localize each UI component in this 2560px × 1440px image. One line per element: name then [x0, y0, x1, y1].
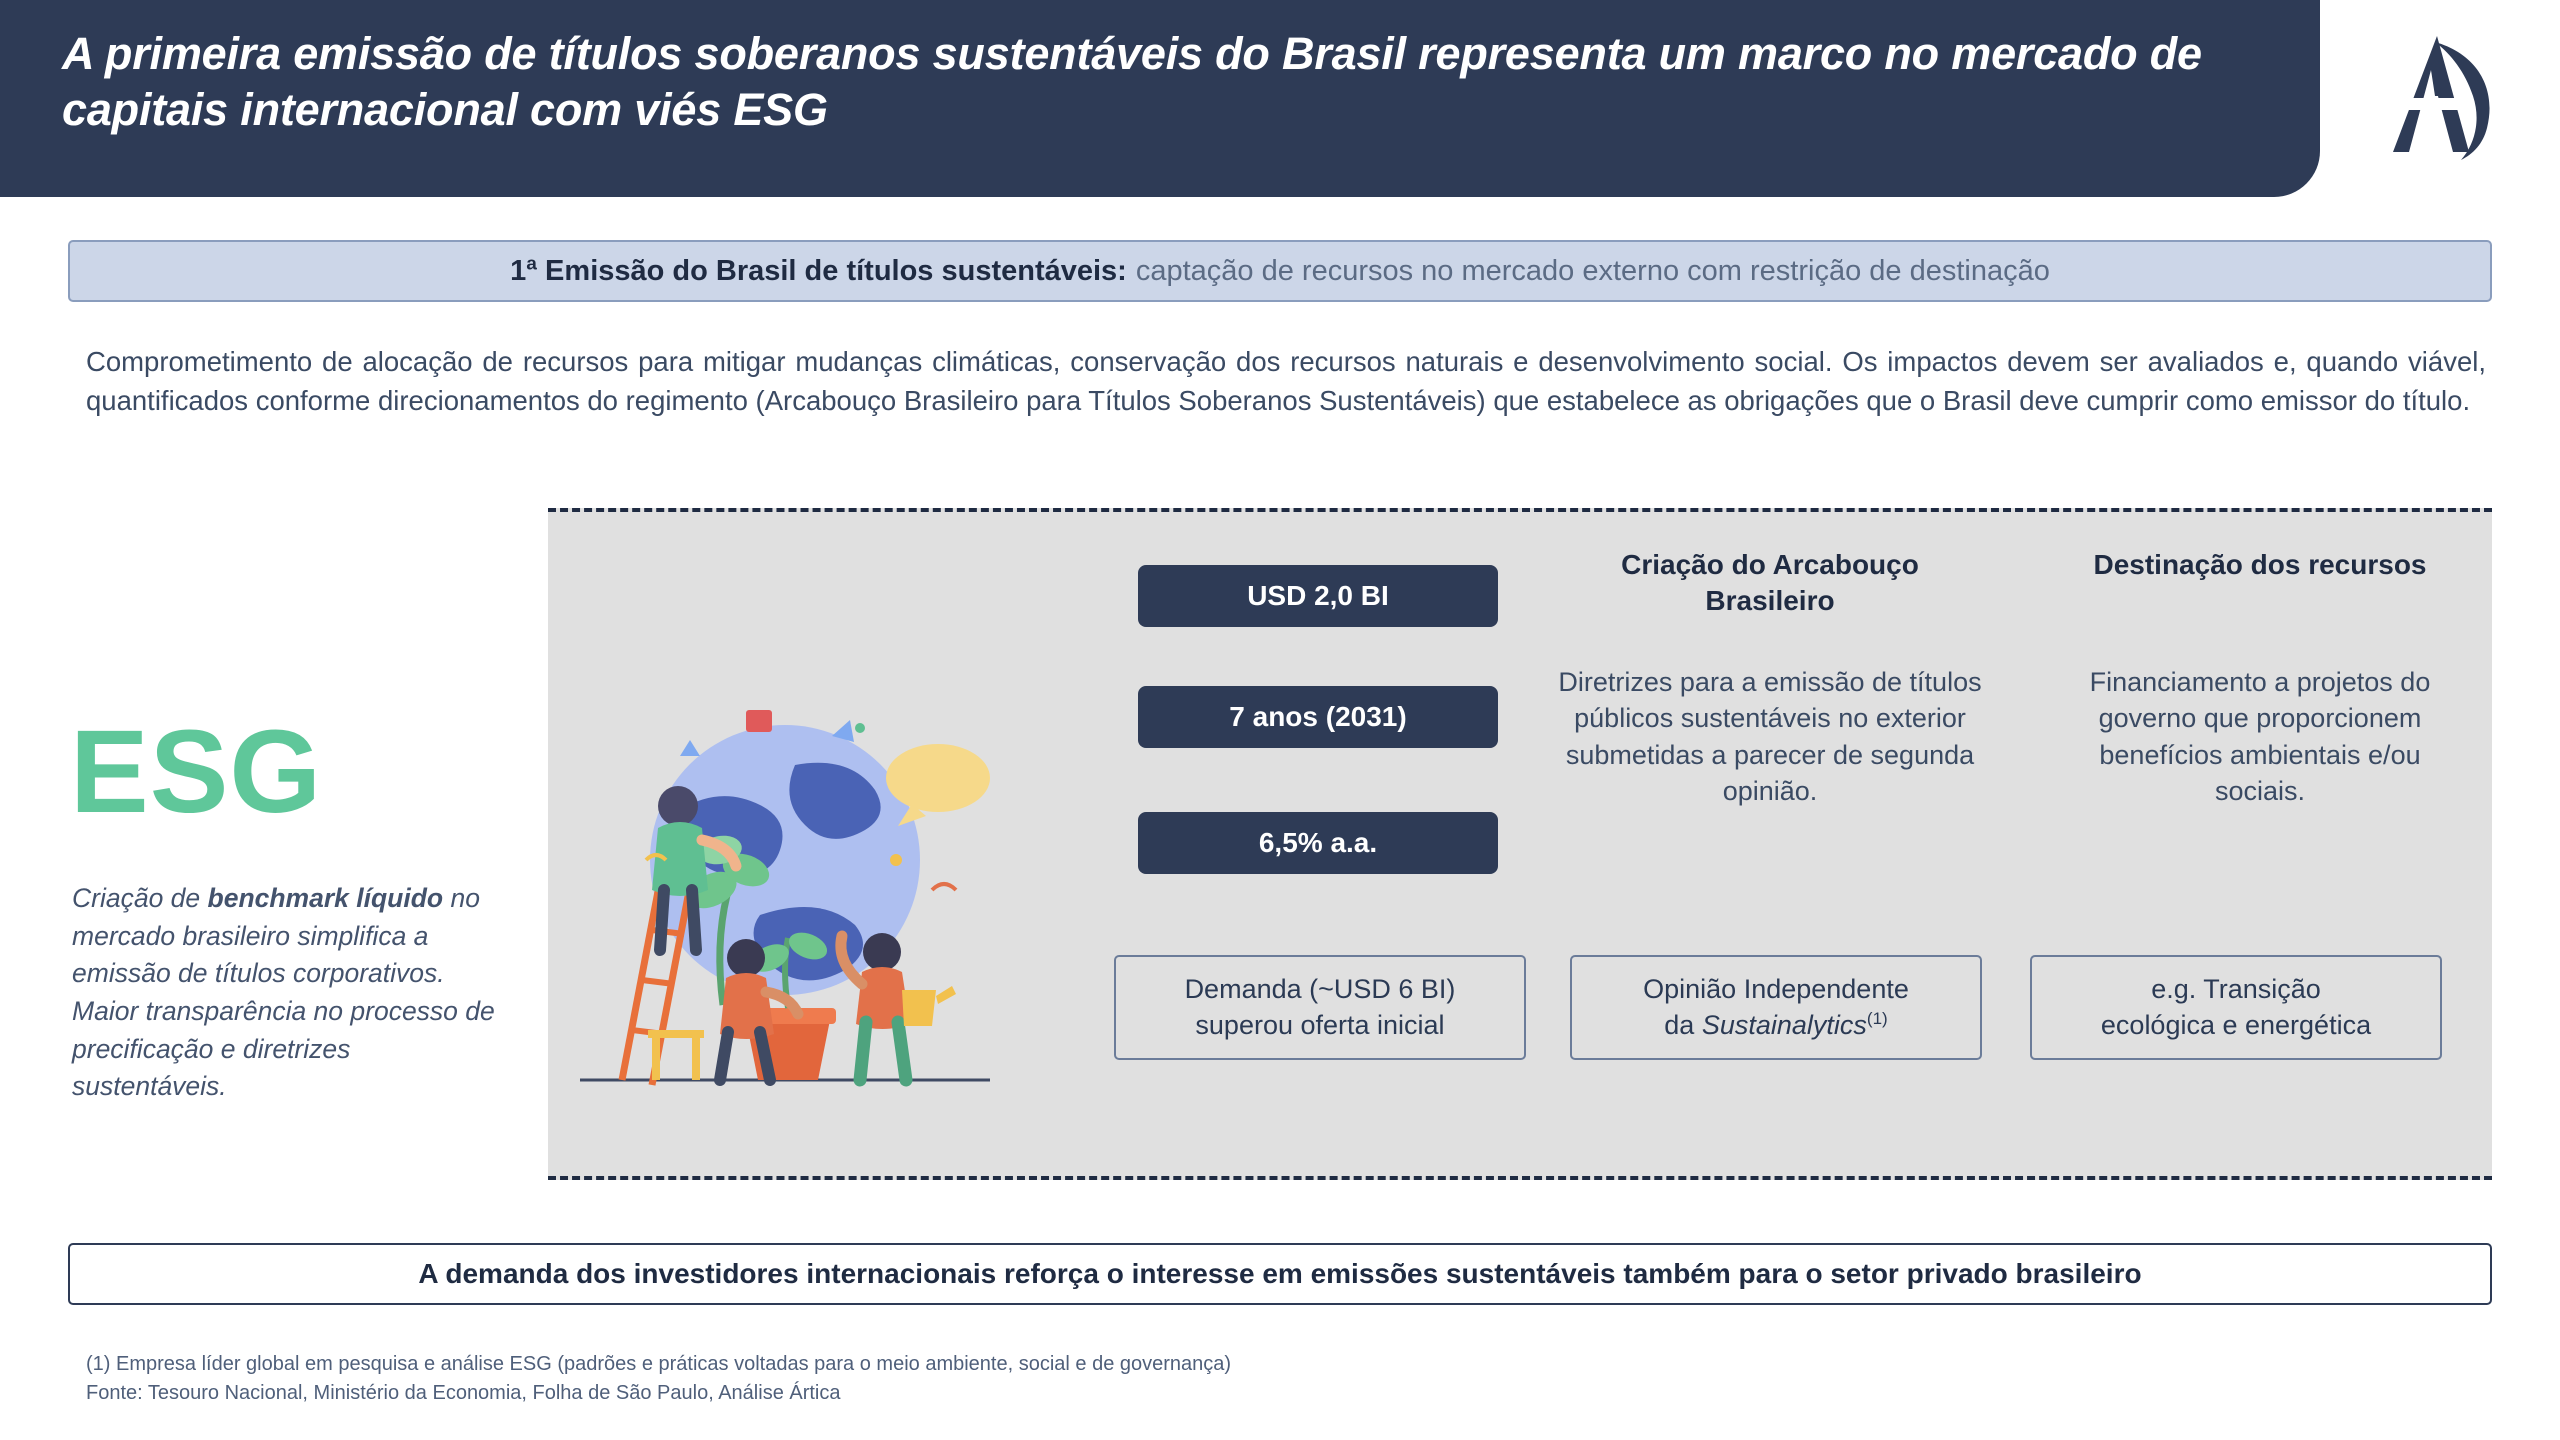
esg-description-part1: Criação de [72, 883, 208, 913]
page-header [0, 0, 2320, 197]
info-box-opiniao-line1: Opinião Independente [1643, 974, 1909, 1005]
artica-logo-icon [2365, 24, 2515, 174]
info-box-opiniao-footnote-mark: (1) [1866, 1008, 1888, 1028]
info-box-opiniao-italic: Sustainalytics [1701, 1009, 1867, 1040]
callout-bar: A demanda dos investidores internacionais reforça o interesse em emissões sustentáveis também para o setor privado brasileiro [68, 1243, 2492, 1305]
metric-pill-amount: USD 2,0 BI [1138, 565, 1498, 627]
column-heading-arcabouco: Criação do Arcabouço Brasileiro [1621, 549, 1919, 616]
footnotes [86, 1350, 1231, 1408]
esg-description-part2: no mercado brasileiro simplifica a emissão de títulos corporativos. Maior transparência no processo de precificação e diretrizes sustentáveis. [72, 883, 495, 1102]
esg-description [72, 880, 512, 1106]
footnote-source: Fonte: Tesouro Nacional, Ministério da Economia, Folha de São Paulo, Análise Ártica [86, 1382, 841, 1404]
info-box-opiniao-prefix: da [1664, 1009, 1702, 1040]
info-box-opiniao [1570, 955, 1982, 1060]
column-body-arcabouco: Diretrizes para a emissão de títulos públicos sustentáveis no exterior submetidas a parecer de segunda opinião. [1558, 667, 1982, 807]
info-box-opiniao-line2 [1643, 1008, 1909, 1043]
info-box-demanda [1114, 955, 1526, 1060]
esg-wordmark: ESG [70, 706, 323, 838]
column-body-destinacao: Financiamento a projetos do governo que proporcionem benefícios ambientais e/ou sociais. [2089, 667, 2431, 807]
footnote-1: (1) Empresa líder global em pesquisa e análise ESG (padrões e práticas voltadas para o meio ambiente, social e de governança) [86, 1353, 1232, 1375]
info-box-transicao [2030, 955, 2442, 1060]
column-heading-destinacao: Destinação dos recursos [2093, 549, 2427, 580]
logo-container [2320, 0, 2560, 197]
page-title: A primeira emissão de títulos soberanos sustentáveis do Brasil representa um marco no mercado de capitais internacional com viés ESG [62, 28, 2202, 135]
intro-paragraph: Comprometimento de alocação de recursos para mitigar mudanças climáticas, conservação dos recursos naturais e desenvolvimento social. Os impactos devem ser avaliados e, quando viável, quantificados conforme direcionamentos do regimento (Arcabouço Brasileiro para Títulos Soberanos Sustentáveis) que estabelece as obrigações que o Brasil deve cumprir como emissor do título. [86, 346, 2486, 417]
info-box-demanda-line2: superou oferta inicial [1195, 1009, 1445, 1040]
info-box-demanda-line1: Demanda (~USD 6 BI) [1184, 974, 1456, 1005]
section-subtitle-bar [68, 240, 2492, 302]
esg-description-bold: benchmark líquido [207, 883, 444, 913]
info-box-transicao-line2: ecológica e energética [2100, 1009, 2372, 1040]
metric-pill-rate: 6,5% a.a. [1138, 812, 1498, 874]
metric-pill-term: 7 anos (2031) [1138, 686, 1498, 748]
info-box-transicao-line1: e.g. Transição [2151, 974, 2321, 1005]
sustainability-illustration [560, 560, 1010, 1150]
subtitle-strong: 1ª Emissão do Brasil de títulos sustentáveis: [510, 254, 1127, 287]
subtitle-rest: captação de recursos no mercado externo com restrição de destinação [1135, 254, 2050, 287]
